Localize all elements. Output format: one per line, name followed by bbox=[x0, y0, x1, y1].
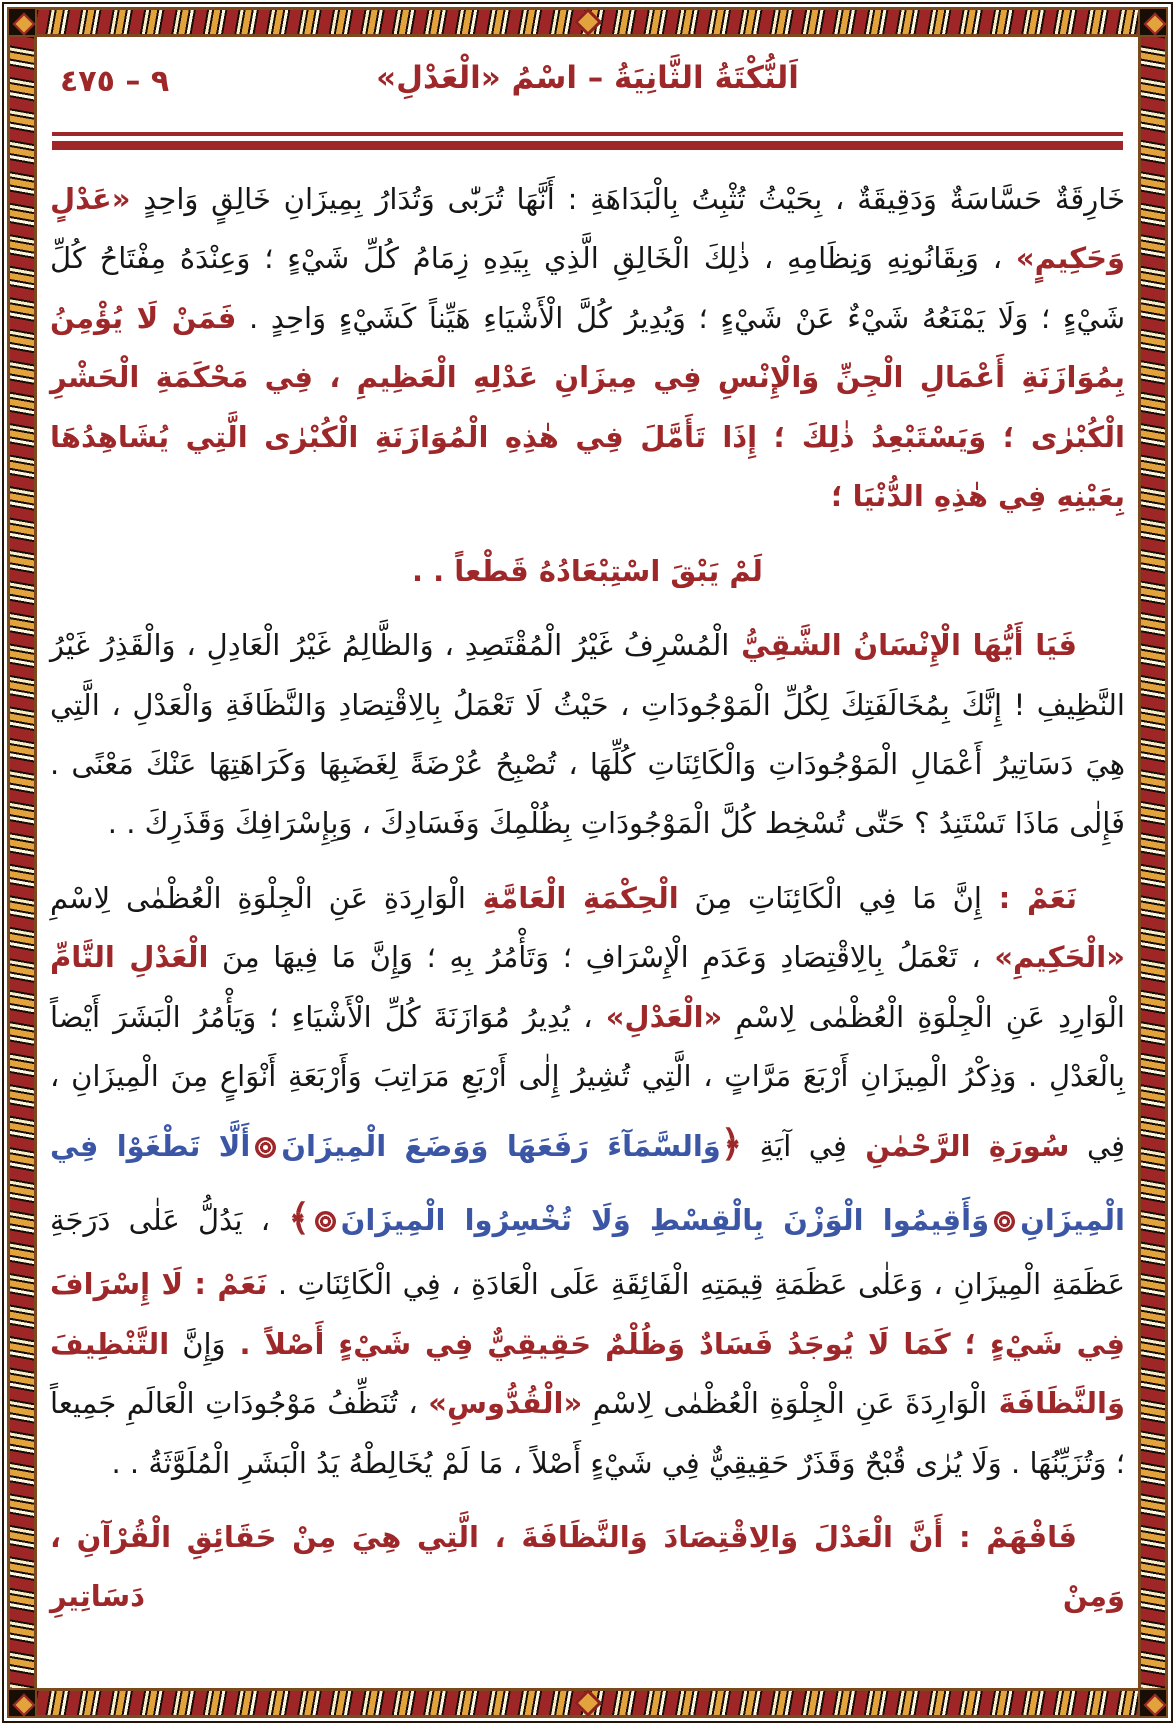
text-segment: لَمْ يَبْقَ اسْتِبْعَادُهُ قَطْعاً . . bbox=[412, 553, 763, 588]
text-segment: فَيَا أَيُّهَا الْإِنْسَانُ الشَّقِيُّ bbox=[729, 628, 1077, 663]
text-segment: «عَدْلٍ وَحَكِيمٍ» bbox=[50, 182, 1125, 276]
text-segment: نَعَمْ : bbox=[981, 880, 1077, 915]
text-segment: إِنَّ مَا فِي الْكَائِنَاتِ مِنَ bbox=[678, 880, 982, 915]
text-segment: ، يَدُلُّ عَلٰى دَرَجَةِ عَظَمَةِ الْمِيزَانِ ، وَعَلٰى عَظَمَةِ قِيمَتِهِ الْفَائِقَةِ عَلَى الْعَادَةِ ، فِي الْكَائِنَاتِ . bbox=[50, 1202, 1125, 1302]
text-segment: «الْقُدُّوسِ» bbox=[428, 1386, 583, 1421]
text-segment: ، يُدِيرُ مُوَازَنَةَ كُلِّ الْأَشْيَاءِ ؛ وَيَأْمُرُ الْبَشَرَ أَيْضاً بِالْعَدْلِ . وَذِكْرُ الْمِيزَانِ أَرْبَعَ مَرَّاتٍ ، الَّتِي تُشِيرُ إِلٰى أَرْبَعِ مَرَاتِبَ وَأَرْبَعَةِ أَنْوَاعٍ مِنَ الْمِيزَانِ ، فِي bbox=[50, 999, 1126, 1163]
text-segment: الْحِكْمَةِ الْعَامَّةِ bbox=[465, 880, 679, 915]
text-segment: الْوَارِدِ عَنِ الْجِلْوَةِ الْعُظْمٰى لِاسْمِ bbox=[722, 999, 1125, 1034]
text-segment: وَالسَّمَآءَ رَفَعَهَا وَوَضَعَ الْمِيزَانَ bbox=[281, 1128, 721, 1163]
text-segment: «الْحَكِيمِ» bbox=[994, 940, 1125, 975]
quran-bracket-icon: ﴾ bbox=[288, 1195, 310, 1239]
border-corner-icon bbox=[7, 7, 37, 37]
header-rule-thin bbox=[52, 132, 1123, 136]
page-title: اَلنُّكْتَةُ الثَّانِيَةُ – اسْمُ «الْعَدْلِ» bbox=[376, 60, 799, 96]
text-segment: ، تُنَظِّفُ مَوْجُودَاتِ الْعَالَمِ جَمِيعاً ؛ وَتُزَيِّنُهَا . وَلَا يُرٰى قُبْحٌ وَقَذَرٌ حَقِيقِيٌّ فِي شَيْءٍ أَصْلاً ، مَا لَمْ يُخَالِطْهُ يَدُ الْبَشَرِ الْمُلَوَّثَةُ . . bbox=[50, 1386, 1125, 1480]
border-corner-icon bbox=[7, 1688, 37, 1718]
quran-bracket-icon: ﴿ bbox=[720, 1121, 743, 1165]
text-segment: خَارِقَةٌ حَسَّاسَةٌ وَدَقِيقَةٌ ، بِحَيْثُ تُثْبِتُ بِالْبَدَاهَةِ : أَنَّهَا تُرَبّٰى وَتُدَارُ بِمِيزَانِ خَالِقٍ وَاحِدٍ bbox=[130, 182, 1125, 216]
text-segment: سُورَةِ الرَّحْمٰنِ bbox=[846, 1128, 1070, 1163]
ayah-separator-icon bbox=[315, 1211, 336, 1232]
page-header bbox=[50, 56, 1125, 118]
text-segment: فَافْهَمْ : أَنَّ الْعَدْلَ وَالِاقْتِصَادَ وَالنَّظَافَةَ ، الَّتِي هِيَ مِنْ حَقَائِقِ الْقُرْآنِ ، وَمِنْ دَسَاتِيرِ bbox=[50, 1519, 1125, 1614]
paragraph bbox=[50, 616, 1125, 854]
border-corner-icon bbox=[1138, 7, 1168, 37]
text-segment: وَأَقِيمُوا الْوَزْنَ بِالْقِسْطِ وَلَا تُخْسِرُوا الْمِيزَانَ bbox=[340, 1202, 990, 1237]
body-text bbox=[50, 170, 1125, 1627]
text-segment: ، وَبِقَانُونِهِ وَنِظَامِهِ ، ذٰلِكَ الْخَالِقِ الَّذِي بِيَدِهِ زِمَامُ كُلِّ شَيْءٍ ؛ وَعِنْدَهُ مِفْتَاحُ كُلِّ شَيْءٍ ؛ وَلَا يَمْنَعُهُ شَيْءٌ عَنْ شَيْءٍ ؛ وَيُدِيرُ كُلَّ الْأَشْيَاءِ هَيِّناً كَشَيْءٍ وَاحِدٍ . bbox=[50, 241, 1125, 335]
text-segment: الْوَارِدَةَ عَنِ الْجِلْوَةِ الْعُظْمٰى لِاسْمِ bbox=[582, 1386, 988, 1421]
text-segment: التَّنْظِيفَ وَالنَّظَافَةَ bbox=[50, 1326, 1125, 1421]
page-number: ٩ – ٤٧٥ bbox=[60, 64, 170, 99]
text-segment: الْوَارِدَةِ عَنِ الْجِلْوَةِ الْعُظْمٰى لِاسْمِ bbox=[50, 880, 466, 915]
border-corner-icon bbox=[1138, 1688, 1168, 1718]
ornamental-border-left bbox=[7, 7, 37, 1718]
text-segment: فَمَنْ لَا يُؤْمِنُ بِمُوَازَنَةِ أَعْمَالِ الْجِنِّ وَالْإِنْسِ فِي مِيزَانِ عَدْلِهِ الْعَظِيمِ ، فِي مَحْكَمَةِ الْحَشْرِ الْكُبْرٰى ؛ وَيَسْتَبْعِدُ ذٰلِكَ ؛ إِذَا تَأَمَّلَ فِي هٰذِهِ الْمُوَازَنَةِ الْكُبْرٰى الَّتِي يُشَاهِدُهَا بِعَيْنِهِ فِي هٰذِهِ الدُّنْيَا ؛ bbox=[50, 300, 1125, 514]
text-segment: «الْعَدْلِ» bbox=[605, 999, 723, 1034]
text-segment: فِي آيَةِ bbox=[742, 1128, 847, 1163]
text-segment: نَعَمْ : لَا إِسْرَافَ فِي شَيْءٍ ؛ كَمَا لَا يُوجَدُ فَسَادٌ وَظُلْمٌ حَقِيقِيٌّ فِي شَيْءٍ أَصْلاً . bbox=[50, 1267, 1126, 1361]
paragraph bbox=[50, 542, 1125, 601]
ayah-separator-icon bbox=[994, 1211, 1015, 1232]
paragraph bbox=[50, 170, 1125, 527]
paragraph bbox=[50, 869, 1125, 1493]
paragraph bbox=[50, 1508, 1125, 1627]
ornamental-border-right bbox=[1138, 7, 1168, 1718]
text-segment: وَإِنَّ bbox=[169, 1326, 226, 1361]
header-rule-thick bbox=[52, 141, 1123, 150]
ayah-separator-icon bbox=[255, 1137, 276, 1158]
text-segment: ، تَعْمَلُ بِالِاقْتِصَادِ وَعَدَمِ الْإِسْرَافِ ؛ وَتَأْمُرُ بِهِ ؛ وَإِنَّ مَا فِيهَا مِنَ bbox=[208, 940, 995, 975]
text-segment: الْعَدْلِ التَّامِّ bbox=[50, 940, 209, 975]
text-segment: أَلَّا تَطْغَوْا فِي الْمِيزَانِ bbox=[50, 1128, 1125, 1237]
page-content bbox=[50, 46, 1125, 1679]
text-segment: الْمُسْرِفُ غَيْرُ الْمُقْتَصِدِ ، وَالظَّالِمُ غَيْرُ الْعَادِلِ ، وَالْقَذِرُ غَيْرُ النَّظِيفِ ! إِنَّكَ بِمُخَالَفَتِكَ لِكُلِّ الْمَوْجُودَاتِ ، حَيْثُ لَا تَعْمَلُ بِالِاقْتِصَادِ وَالنَّظَافَةِ وَالْعَدْلِ ، الَّتِي هِيَ دَسَاتِيرُ أَعْمَالِ الْمَوْجُودَاتِ وَالْكَائِنَاتِ كُلِّهَا ، تُصْبِحُ عُرْضَةً لِغَضَبِهَا وَكَرَاهَتِهَا عَنْكَ مَعْنًى . فَإِلٰى مَاذَا تَسْتَنِدُ ؟ حَتّٰى تُسْخِط كُلَّ الْمَوْجُودَاتِ بِظُلْمِكَ وَفَسَادِكَ ، وَبِإِسْرَافِكَ وَقَذَرِكَ . . bbox=[50, 628, 1125, 841]
